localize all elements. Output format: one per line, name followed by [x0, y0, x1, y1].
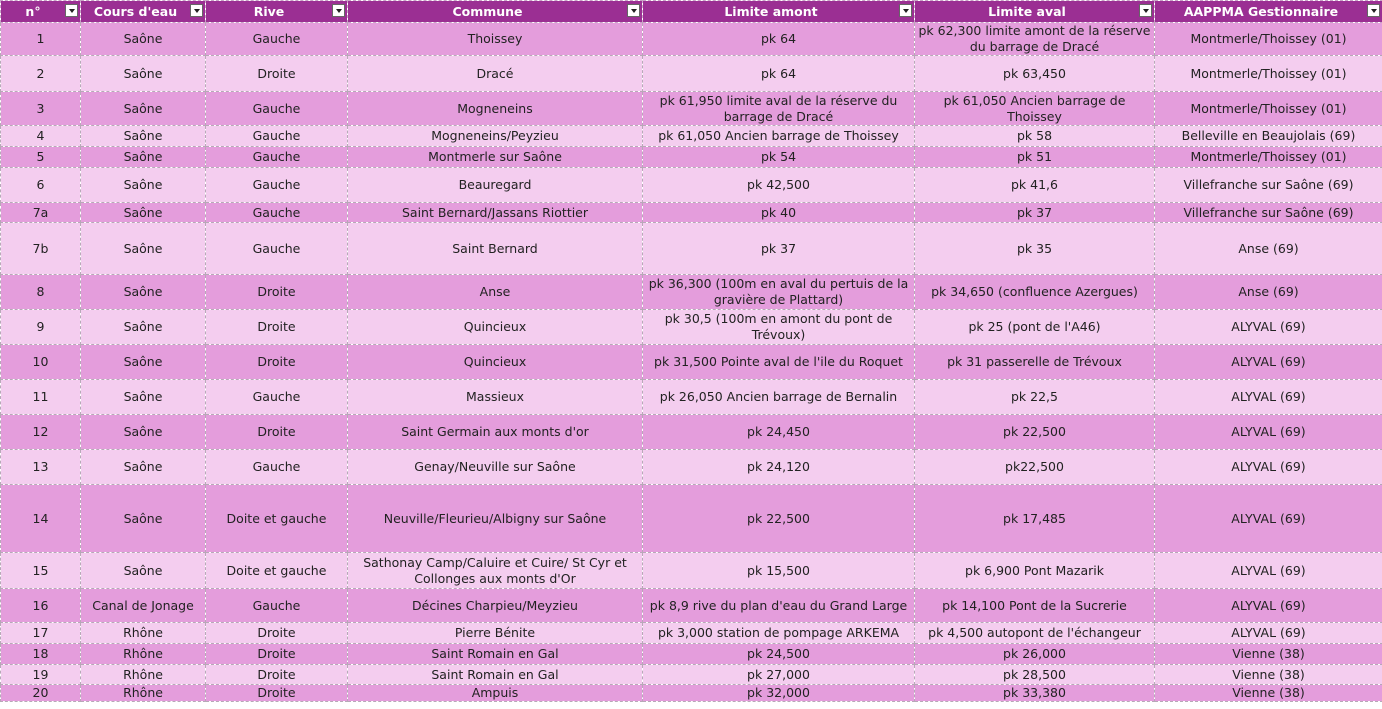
- col-cours-d-eau-cell: Rhône: [81, 685, 206, 702]
- col-limite-aval-cell: pk 37: [915, 203, 1155, 223]
- col-aappma-cell: Montmerle/Thoissey (01): [1155, 147, 1382, 168]
- col-limite-amont-cell: pk 8,9 rive du plan d'eau du Grand Large: [643, 589, 915, 623]
- header-label: AAPPMA Gestionnaire: [1183, 3, 1339, 19]
- col-aappma-cell: ALYVAL (69): [1155, 345, 1382, 380]
- col-cours-d-eau-cell: Saône: [81, 450, 206, 485]
- col-rive-cell: Droite: [206, 685, 348, 702]
- col-limite-amont-cell: pk 64: [643, 23, 915, 56]
- col-limite-amont-cell: pk 42,500: [643, 168, 915, 203]
- col-cours-d-eau-cell: Saône: [81, 553, 206, 589]
- col-commune-cell: Saint Bernard/Jassans Riottier: [348, 203, 643, 223]
- table-row: [1, 665, 1382, 685]
- col-commune-cell: Saint Bernard: [348, 223, 643, 275]
- table-row: [1, 168, 1382, 203]
- col-limite-amont-cell: pk 22,500: [643, 485, 915, 553]
- col-rive-cell: Gauche: [206, 23, 348, 56]
- col-limite-amont-cell: pk 3,000 station de pompage ARKEMA: [643, 623, 915, 644]
- header-label: Commune: [452, 3, 523, 19]
- col-limite-aval-cell: pk 14,100 Pont de la Sucrerie: [915, 589, 1155, 623]
- header-label: Cours d'eau: [93, 3, 178, 19]
- col-cours-d-eau-cell: Saône: [81, 310, 206, 345]
- col-number-cell: 10: [1, 345, 81, 380]
- col-aappma-cell: Montmerle/Thoissey (01): [1155, 23, 1382, 56]
- col-rive-cell: Droite: [206, 665, 348, 685]
- table-row: [1, 223, 1382, 275]
- col-limite-amont-header: [643, 1, 915, 23]
- col-aappma-cell: ALYVAL (69): [1155, 415, 1382, 450]
- col-aappma-cell: ALYVAL (69): [1155, 380, 1382, 415]
- col-aappma-cell: ALYVAL (69): [1155, 310, 1382, 345]
- col-limite-aval-cell: pk 4,500 autopont de l'échangeur: [915, 623, 1155, 644]
- filter-dropdown-icon[interactable]: [1139, 4, 1152, 17]
- col-aappma-cell: ALYVAL (69): [1155, 589, 1382, 623]
- col-limite-aval-cell: pk 6,900 Pont Mazarik: [915, 553, 1155, 589]
- col-limite-amont-cell: pk 31,500 Pointe aval de l'ile du Roquet: [643, 345, 915, 380]
- col-cours-d-eau-cell: Saône: [81, 126, 206, 147]
- col-limite-aval-cell: pk 62,300 limite amont de la réserve du barrage de Dracé: [915, 23, 1155, 56]
- table-row: [1, 23, 1382, 56]
- table-row: [1, 126, 1382, 147]
- table-row: [1, 553, 1382, 589]
- table-row: [1, 147, 1382, 168]
- table-row: [1, 450, 1382, 485]
- col-limite-amont-cell: pk 61,050 Ancien barrage de Thoissey: [643, 126, 915, 147]
- col-number-cell: 7b: [1, 223, 81, 275]
- col-number-cell: 8: [1, 275, 81, 310]
- col-rive-cell: Gauche: [206, 589, 348, 623]
- col-cours-d-eau-cell: Saône: [81, 345, 206, 380]
- col-aappma-cell: Montmerle/Thoissey (01): [1155, 92, 1382, 126]
- col-limite-amont-cell: pk 24,450: [643, 415, 915, 450]
- col-aappma-cell: ALYVAL (69): [1155, 485, 1382, 553]
- col-number-cell: 16: [1, 589, 81, 623]
- col-limite-aval-cell: pk 33,380: [915, 685, 1155, 702]
- col-rive-cell: Gauche: [206, 126, 348, 147]
- col-limite-amont-cell: pk 24,120: [643, 450, 915, 485]
- col-commune-cell: Mogneneins: [348, 92, 643, 126]
- col-number-cell: 11: [1, 380, 81, 415]
- col-limite-amont-cell: pk 36,300 (100m en aval du pertuis de la gravière de Plattard): [643, 275, 915, 310]
- col-rive-cell: Droite: [206, 345, 348, 380]
- table-row: [1, 92, 1382, 126]
- table-row: [1, 380, 1382, 415]
- col-commune-header: [348, 1, 643, 23]
- col-cours-d-eau-cell: Saône: [81, 275, 206, 310]
- table-row: [1, 644, 1382, 665]
- col-rive-cell: Droite: [206, 310, 348, 345]
- filter-dropdown-icon[interactable]: [899, 4, 912, 17]
- col-limite-amont-cell: pk 54: [643, 147, 915, 168]
- col-limite-aval-header: [915, 1, 1155, 23]
- col-commune-cell: Massieux: [348, 380, 643, 415]
- col-limite-aval-cell: pk 17,485: [915, 485, 1155, 553]
- col-aappma-cell: Vienne (38): [1155, 665, 1382, 685]
- filter-dropdown-icon[interactable]: [190, 4, 203, 17]
- col-number-cell: 20: [1, 685, 81, 702]
- col-commune-cell: Saint Romain en Gal: [348, 644, 643, 665]
- col-cours-d-eau-cell: Saône: [81, 147, 206, 168]
- col-limite-aval-cell: pk22,500: [915, 450, 1155, 485]
- col-rive-cell: Droite: [206, 415, 348, 450]
- col-limite-aval-cell: pk 35: [915, 223, 1155, 275]
- col-commune-cell: Saint Romain en Gal: [348, 665, 643, 685]
- col-aappma-cell: Belleville en Beaujolais (69): [1155, 126, 1382, 147]
- table-row: [1, 485, 1382, 553]
- col-limite-aval-cell: pk 22,5: [915, 380, 1155, 415]
- col-commune-cell: Décines Charpieu/Meyzieu: [348, 589, 643, 623]
- col-limite-aval-cell: pk 34,650 (confluence Azergues): [915, 275, 1155, 310]
- col-limite-amont-cell: pk 27,000: [643, 665, 915, 685]
- col-limite-aval-cell: pk 28,500: [915, 665, 1155, 685]
- header-label: Rive: [253, 3, 285, 19]
- col-number-cell: 3: [1, 92, 81, 126]
- col-number-header: [1, 1, 81, 23]
- col-number-cell: 15: [1, 553, 81, 589]
- col-number-cell: 14: [1, 485, 81, 553]
- col-rive-cell: Gauche: [206, 203, 348, 223]
- col-aappma-cell: Villefranche sur Saône (69): [1155, 203, 1382, 223]
- col-cours-d-eau-cell: Saône: [81, 168, 206, 203]
- table-row: [1, 415, 1382, 450]
- col-limite-amont-cell: pk 30,5 (100m en amont du pont de Trévoux): [643, 310, 915, 345]
- table-row: [1, 589, 1382, 623]
- table-row: [1, 685, 1382, 702]
- table-row: [1, 310, 1382, 345]
- col-commune-cell: Saint Germain aux monts d'or: [348, 415, 643, 450]
- col-rive-cell: Gauche: [206, 92, 348, 126]
- col-number-cell: 5: [1, 147, 81, 168]
- col-number-cell: 4: [1, 126, 81, 147]
- table-row: [1, 345, 1382, 380]
- col-limite-amont-cell: pk 32,000: [643, 685, 915, 702]
- col-commune-cell: Ampuis: [348, 685, 643, 702]
- col-commune-cell: Pierre Bénite: [348, 623, 643, 644]
- col-number-cell: 6: [1, 168, 81, 203]
- col-limite-aval-cell: pk 31 passerelle de Trévoux: [915, 345, 1155, 380]
- col-aappma-header: [1155, 1, 1382, 23]
- col-cours-d-eau-cell: Rhône: [81, 623, 206, 644]
- col-aappma-cell: Villefranche sur Saône (69): [1155, 168, 1382, 203]
- col-rive-cell: Doite et gauche: [206, 485, 348, 553]
- col-limite-aval-cell: pk 22,500: [915, 415, 1155, 450]
- col-commune-cell: Quincieux: [348, 310, 643, 345]
- col-limite-aval-cell: pk 51: [915, 147, 1155, 168]
- col-number-cell: 18: [1, 644, 81, 665]
- col-commune-cell: Mogneneins/Peyzieu: [348, 126, 643, 147]
- col-cours-d-eau-cell: Saône: [81, 92, 206, 126]
- col-rive-cell: Droite: [206, 644, 348, 665]
- col-aappma-cell: ALYVAL (69): [1155, 450, 1382, 485]
- table-row: [1, 56, 1382, 92]
- col-cours-d-eau-cell: Canal de Jonage: [81, 589, 206, 623]
- col-rive-cell: Doite et gauche: [206, 553, 348, 589]
- col-cours-d-eau-cell: Saône: [81, 415, 206, 450]
- filter-dropdown-icon[interactable]: [332, 4, 345, 17]
- col-rive-cell: Gauche: [206, 147, 348, 168]
- col-rive-cell: Droite: [206, 56, 348, 92]
- col-limite-amont-cell: pk 40: [643, 203, 915, 223]
- col-aappma-cell: ALYVAL (69): [1155, 553, 1382, 589]
- table-row: [1, 275, 1382, 310]
- col-number-cell: 12: [1, 415, 81, 450]
- col-commune-cell: Genay/Neuville sur Saône: [348, 450, 643, 485]
- col-commune-cell: Quincieux: [348, 345, 643, 380]
- col-limite-aval-cell: pk 25 (pont de l'A46): [915, 310, 1155, 345]
- col-cours-d-eau-cell: Saône: [81, 485, 206, 553]
- table-body: [1, 23, 1382, 702]
- col-cours-d-eau-cell: Saône: [81, 203, 206, 223]
- col-number-cell: 17: [1, 623, 81, 644]
- col-commune-cell: Montmerle sur Saône: [348, 147, 643, 168]
- col-number-cell: 13: [1, 450, 81, 485]
- col-limite-aval-cell: pk 26,000: [915, 644, 1155, 665]
- col-aappma-cell: ALYVAL (69): [1155, 623, 1382, 644]
- col-limite-amont-cell: pk 24,500: [643, 644, 915, 665]
- filter-dropdown-icon[interactable]: [1367, 4, 1380, 17]
- col-aappma-cell: Anse (69): [1155, 223, 1382, 275]
- col-cours-d-eau-cell: Saône: [81, 380, 206, 415]
- col-limite-aval-cell: pk 41,6: [915, 168, 1155, 203]
- col-commune-cell: Dracé: [348, 56, 643, 92]
- col-number-cell: 9: [1, 310, 81, 345]
- header-label: Limite amont: [724, 3, 818, 19]
- col-limite-aval-cell: pk 63,450: [915, 56, 1155, 92]
- col-limite-aval-cell: pk 61,050 Ancien barrage de Thoissey: [915, 92, 1155, 126]
- col-cours-d-eau-cell: Saône: [81, 56, 206, 92]
- col-cours-d-eau-header: [81, 1, 206, 23]
- col-commune-cell: Sathonay Camp/Caluire et Cuire/ St Cyr et Collonges aux monts d'Or: [348, 553, 643, 589]
- header-row: [1, 1, 1382, 23]
- col-cours-d-eau-cell: Saône: [81, 23, 206, 56]
- table-row: [1, 203, 1382, 223]
- col-number-cell: 1: [1, 23, 81, 56]
- col-aappma-cell: Montmerle/Thoissey (01): [1155, 56, 1382, 92]
- col-rive-cell: Gauche: [206, 380, 348, 415]
- col-cours-d-eau-cell: Rhône: [81, 665, 206, 685]
- col-rive-cell: Gauche: [206, 168, 348, 203]
- col-rive-cell: Droite: [206, 275, 348, 310]
- col-commune-cell: Neuville/Fleurieu/Albigny sur Saône: [348, 485, 643, 553]
- col-rive-header: [206, 1, 348, 23]
- filter-dropdown-icon[interactable]: [627, 4, 640, 17]
- col-number-cell: 19: [1, 665, 81, 685]
- col-limite-amont-cell: pk 37: [643, 223, 915, 275]
- col-rive-cell: Gauche: [206, 223, 348, 275]
- col-rive-cell: Droite: [206, 623, 348, 644]
- col-commune-cell: Anse: [348, 275, 643, 310]
- col-commune-cell: Thoissey: [348, 23, 643, 56]
- col-number-cell: 2: [1, 56, 81, 92]
- col-cours-d-eau-cell: Rhône: [81, 644, 206, 665]
- col-number-cell: 7a: [1, 203, 81, 223]
- header-label: Limite aval: [988, 3, 1066, 19]
- header-label: n°: [25, 3, 41, 19]
- table-row: [1, 623, 1382, 644]
- col-limite-amont-cell: pk 15,500: [643, 553, 915, 589]
- col-limite-amont-cell: pk 61,950 limite aval de la réserve du barrage de Dracé: [643, 92, 915, 126]
- col-rive-cell: Gauche: [206, 450, 348, 485]
- col-limite-amont-cell: pk 26,050 Ancien barrage de Bernalin: [643, 380, 915, 415]
- col-cours-d-eau-cell: Saône: [81, 223, 206, 275]
- col-limite-aval-cell: pk 58: [915, 126, 1155, 147]
- col-limite-amont-cell: pk 64: [643, 56, 915, 92]
- filter-dropdown-icon[interactable]: [65, 4, 78, 17]
- col-aappma-cell: Vienne (38): [1155, 685, 1382, 702]
- col-commune-cell: Beauregard: [348, 168, 643, 203]
- col-aappma-cell: Vienne (38): [1155, 644, 1382, 665]
- col-aappma-cell: Anse (69): [1155, 275, 1382, 310]
